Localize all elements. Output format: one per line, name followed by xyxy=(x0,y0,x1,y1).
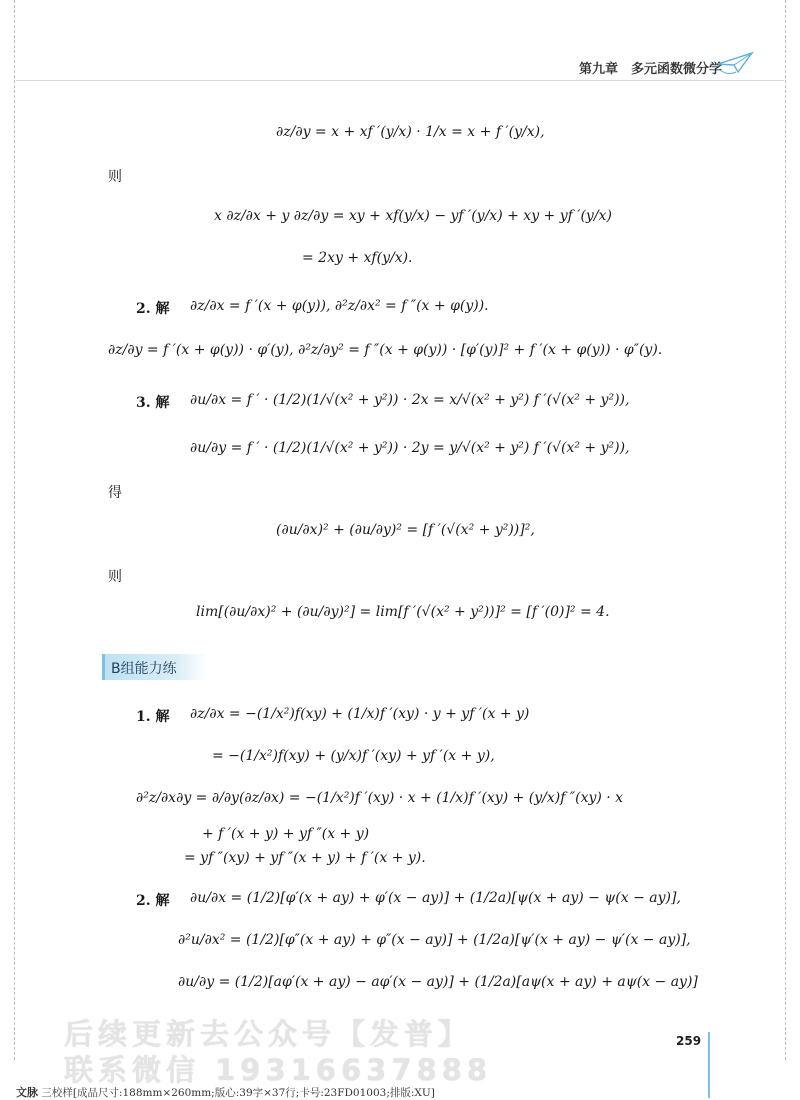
problem-number: 2. 解 xyxy=(136,893,170,909)
formula-line: ∂u/∂x = f ′ · (1/2)(1/√(x² + y²)) · 2x = x/√(x² + y²) f ′(√(x² + y²)), xyxy=(190,392,630,408)
formula-line: + f ′(x + y) + yf ″(x + y) xyxy=(202,826,370,842)
formula-line: ∂z/∂x = f ′(x + φ(y)), ∂²z/∂x² = f ″(x + φ(y)). xyxy=(190,298,489,314)
formula-line: = −(1/x²)f(xy) + (y/x)f ′(xy) + yf ′(x + y), xyxy=(212,748,495,764)
formula-line: = 2xy + xf(y/x). xyxy=(302,250,413,266)
page-accent-bar xyxy=(708,1032,710,1098)
formula-line: (∂u/∂x)² + (∂u/∂y)² = [f ′(√(x² + y²))]², xyxy=(276,522,535,538)
problem-number: 2. 解 xyxy=(136,301,170,317)
page-border-left xyxy=(14,0,15,1060)
formula-line: ∂u/∂x = (1/2)[φ′(x + ay) + φ′(x − ay)] + (1/2a)[ψ(x + ay) − ψ(x − ay)], xyxy=(190,890,681,906)
formula-line: ∂²z/∂x∂y = ∂/∂y(∂z/∂x) = −(1/x²)f ′(xy) · x + (1/x)f ′(xy) + (y/x)f ″(xy) · x xyxy=(136,790,624,806)
problem-number: 1. 解 xyxy=(136,709,170,725)
watermark-line-2: 联系微信 19316637888 xyxy=(64,1053,493,1087)
text-line: 则 xyxy=(108,169,122,185)
footer-brand: 文脉 xyxy=(16,1086,38,1099)
page-number: 259 xyxy=(676,1034,702,1048)
chapter-header: 第九章 多元函数微分学 xyxy=(578,62,722,77)
problem-number: 3. 解 xyxy=(136,395,170,411)
formula-line: lim[(∂u/∂x)² + (∂u/∂y)²] = lim[f ′(√(x² + y²))]² = [f ′(0)]² = 4. xyxy=(196,604,610,620)
page-border-right xyxy=(785,0,786,1060)
formula-line: ∂z/∂x = −(1/x²)f(xy) + (1/x)f ′(xy) · y + yf ′(x + y) xyxy=(190,706,530,722)
footer-text: 三校样[成品尺寸:188mm×260mm;版心:39字×37行;卡号:23FD01003;排版:XU] xyxy=(41,1087,435,1099)
section-label: B组能力练 xyxy=(111,661,177,677)
formula-line: ∂z/∂y = x + xf ′(y/x) · 1/x = x + f ′(y/x), xyxy=(276,124,545,140)
formula-line: ∂u/∂y = f ′ · (1/2)(1/√(x² + y²)) · 2y = y/√(x² + y²) f ′(√(x² + y²)), xyxy=(190,440,630,456)
text-line: 得 xyxy=(108,485,122,501)
formula-line: = yf ″(xy) + yf ″(x + y) + f ′(x + y). xyxy=(184,850,426,866)
formula-line: x ∂z/∂x + y ∂z/∂y = xy + xf(y/x) − yf ′(y/x) + xy + yf ′(y/x) xyxy=(214,208,612,224)
watermark-line-1: 后续更新去公众号【发普】 xyxy=(64,1017,473,1051)
formula-line: ∂²u/∂x² = (1/2)[φ″(x + ay) + φ″(x − ay)] + (1/2a)[ψ′(x + ay) − ψ′(x − ay)], xyxy=(178,932,691,948)
formula-line: ∂u/∂y = (1/2)[aφ′(x + ay) − aφ′(x − ay)] + (1/2a)[aψ(x + ay) + aψ(x − ay)] xyxy=(178,974,698,990)
paper-plane-icon xyxy=(716,50,756,80)
text-line: 则 xyxy=(108,569,122,585)
header-rule xyxy=(16,80,784,81)
section-heading xyxy=(102,654,207,680)
formula-line: ∂z/∂y = f ′(x + φ(y)) · φ′(y), ∂²z/∂y² = f ″(x + φ(y)) · [φ′(y)]² + f ′(x + φ(y)) · φ″(y). xyxy=(108,342,663,358)
